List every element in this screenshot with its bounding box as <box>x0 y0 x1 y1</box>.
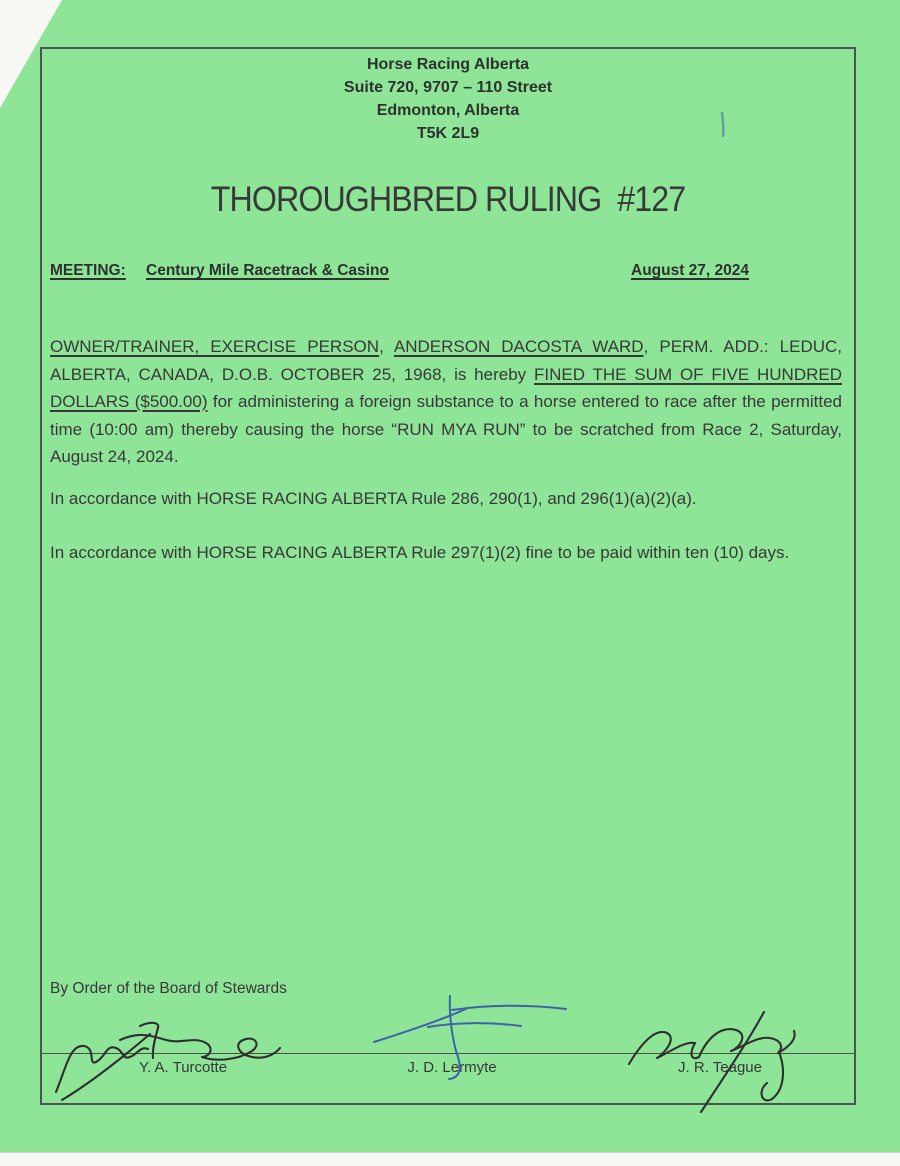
org-postal-code: T5K 2L9 <box>416 125 480 142</box>
ruling-paragraph-3: In accordance with HORSE RACING ALBERTA Rule 297(1)(2) fine to be paid within ten (10) days. <box>50 543 790 562</box>
org-address-line2: Edmonton, Alberta <box>376 102 520 119</box>
signatory-name-teague: J. R. Teague <box>678 1059 762 1076</box>
paragraph-segment: ANDERSON DACOSTA WARD <box>393 337 644 356</box>
signatory-name-turcotte: Y. A. Turcotte <box>138 1059 228 1076</box>
signatory-name-lermyte: J. D. Lermyte <box>407 1059 497 1076</box>
ruling-paragraph-1 <box>50 333 842 471</box>
paragraph-segment: for administering a foreign substance to a horse entered to race after the permitted time (10:00 am) thereby causing the horse “RUN MYA RUN” to be scratched from Race 2, Saturday, August 24, 2024. <box>50 392 842 466</box>
paragraph-segment: , <box>379 337 394 356</box>
signature-line <box>42 1053 854 1054</box>
paragraph-segment: , PERM. ADD.: LEDUC, ALBERTA, CANADA, D.O.B. OCTOBER 25, 1968, is hereby <box>50 337 842 384</box>
paragraph-segment: OWNER/TRAINER, EXERCISE PERSON <box>50 337 380 356</box>
meeting-row <box>42 262 854 286</box>
meeting-venue: Century Mile Racetrack & Casino <box>146 262 389 279</box>
ruling-title: THOROUGHBRED RULING #127 <box>210 180 686 219</box>
by-order-text: By Order of the Board of Stewards <box>50 980 287 997</box>
meeting-date: August 27, 2024 <box>631 262 750 279</box>
meeting-label: MEETING: <box>50 262 126 279</box>
org-header <box>42 53 854 145</box>
ruling-frame <box>40 47 856 1105</box>
paragraph-segment: FINED THE SUM OF FIVE HUNDRED DOLLARS ($500.00) <box>50 364 842 411</box>
ruling-paragraph-2: In accordance with HORSE RACING ALBERTA Rule 286, 290(1), and 296(1)(a)(2)(a). <box>50 489 697 508</box>
scan-bottom-edge <box>0 1152 900 1166</box>
scan-corner-wedge <box>0 0 62 108</box>
org-name: Horse Racing Alberta <box>366 56 530 73</box>
org-address-line1: Suite 720, 9707 – 110 Street <box>343 79 553 96</box>
